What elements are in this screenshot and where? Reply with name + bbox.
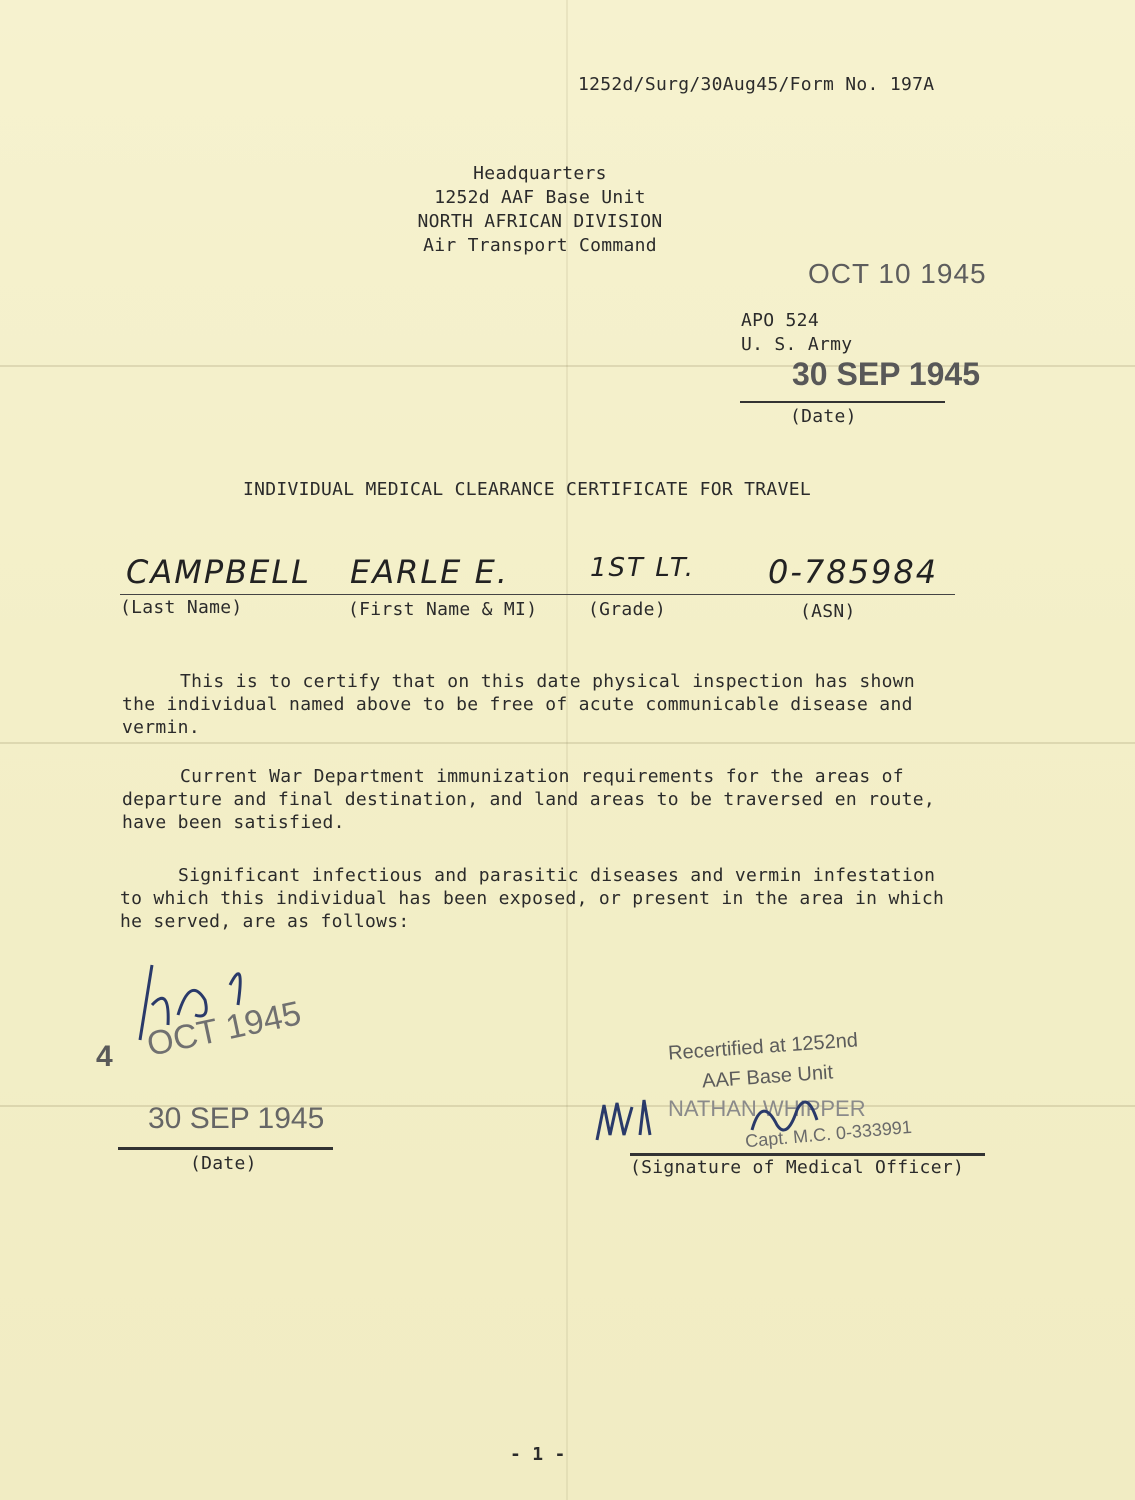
hq-line: 1252d AAF Base Unit (434, 187, 646, 208)
grade-label: (Grade) (588, 599, 666, 620)
paragraph-diseases: Significant infectious and parasitic diseases and vermin infestation to which this individual has been exposed, or present in the area in which he served, are as follows: (120, 865, 945, 932)
certificate-title: INDIVIDUAL MEDICAL CLEARANCE CERTIFICATE FOR TRAVEL (243, 479, 811, 500)
received-date-stamp: OCT 10 1945 (808, 258, 987, 289)
hq-line: Headquarters (473, 163, 607, 184)
paragraph-immunization: Current War Department immunization requirements for the areas of departure and final destination, and land areas to be traversed en route, have been satisfied. (122, 766, 935, 833)
recertified-stamp: Recertified at 1252nd (667, 1029, 859, 1065)
left-date-stamp: 30 SEP 1945 (148, 1102, 325, 1135)
date-label: (Date) (790, 406, 857, 427)
last-name-value: CAMPBELL (126, 553, 311, 591)
last-name-label: (Last Name) (120, 597, 243, 618)
left-stamp-date: OCT 1945 (143, 994, 305, 1064)
hq-line: Air Transport Command (423, 235, 657, 256)
asn-label: (ASN) (800, 601, 856, 622)
left-date-line (118, 1147, 333, 1150)
name-line (120, 594, 955, 595)
form-reference: 1252d/Surg/30Aug45/Form No. 197A (578, 74, 935, 95)
signature-line (630, 1153, 985, 1156)
date-line (740, 401, 945, 403)
date-stamp: 30 SEP 1945 (792, 356, 981, 392)
left-stamp-number: 4 (96, 1040, 113, 1073)
officer-name-stamp: NATHAN WHIPPER (668, 1096, 866, 1121)
apo-number: APO 524 (741, 310, 819, 331)
first-name-label: (First Name & MI) (348, 599, 538, 620)
base-unit-stamp: AAF Base Unit (701, 1061, 834, 1093)
grade-value: 1ST LT. (590, 553, 695, 583)
asn-value: 0-785984 (768, 553, 939, 591)
officer-signature (592, 1085, 892, 1155)
signature-label: (Signature of Medical Officer) (630, 1157, 965, 1178)
first-name-value: EARLE E. (350, 553, 509, 591)
army-line: U. S. Army (741, 334, 853, 355)
page-number: - 1 - (510, 1444, 566, 1465)
officer-rank-stamp: Capt. M.C. 0-333991 (744, 1116, 913, 1152)
hq-line: NORTH AFRICAN DIVISION (417, 211, 663, 232)
paragraph-certification: This is to certify that on this date physical inspection has shown the individual named above to be free of acute communicable disease and vermin. (122, 671, 916, 738)
left-date-label: (Date) (190, 1153, 257, 1174)
